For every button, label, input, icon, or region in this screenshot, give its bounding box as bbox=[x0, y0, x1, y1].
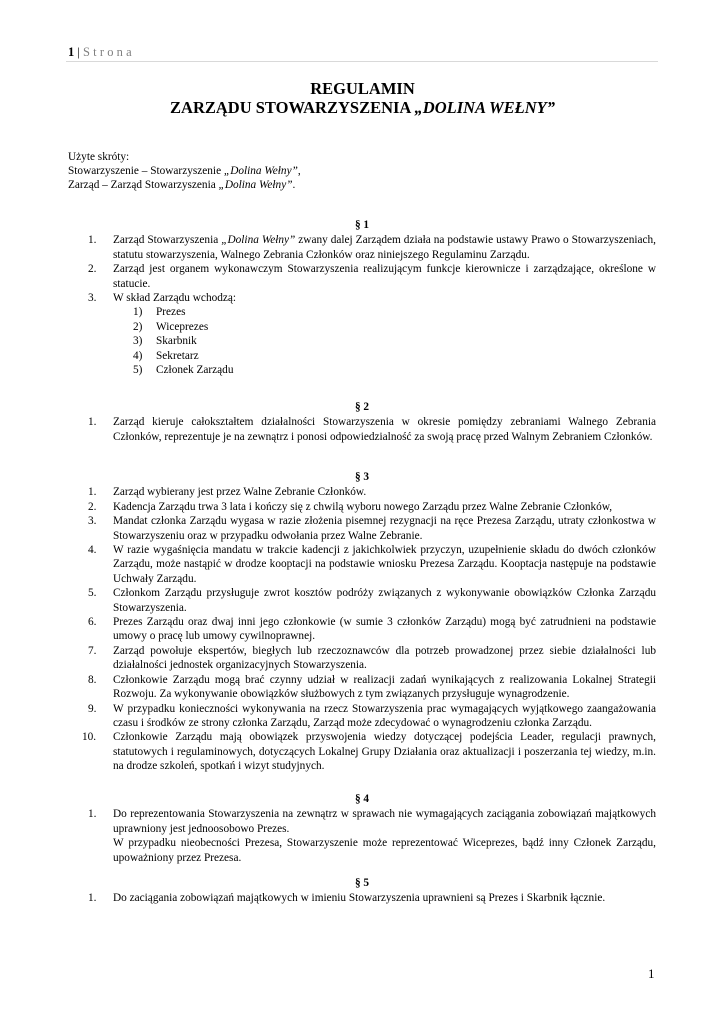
header-page-number: 1 bbox=[68, 45, 75, 59]
item-number: 1. bbox=[88, 892, 97, 905]
abbr-2-suffix: . bbox=[292, 179, 296, 191]
page-header bbox=[68, 44, 135, 60]
list-item bbox=[68, 514, 656, 543]
abbr-2-name: „Dolina Wełny” bbox=[218, 179, 293, 191]
sub-item bbox=[68, 334, 656, 348]
list-item bbox=[68, 262, 656, 291]
list-item bbox=[68, 807, 656, 836]
list-item bbox=[68, 233, 656, 262]
item-text: Zarząd wybierany jest przez Walne Zebranie Członków. bbox=[113, 486, 367, 499]
abbreviation-line-1 bbox=[68, 164, 301, 178]
section-4 bbox=[68, 792, 656, 865]
item-text: Zarząd kieruje całokształtem działalności Stowarzyszenia w okresie pomiędzy zebraniami Walnego Zebrania Członków, reprezentuje je na zewnątrz i ponosi odpowiedzialność za swoją pracę przed Walnym Zebraniem Członków. bbox=[113, 416, 656, 443]
item-text: W skład Zarządu wchodzą: bbox=[113, 292, 237, 305]
title-line-1: REGULAMIN bbox=[310, 79, 415, 98]
item-text: Zarząd jest organem wykonawczym Stowarzyszenia realizującym funkcje kierownicze i zarządzające, określone w statucie. bbox=[113, 263, 656, 290]
item-text-part: Zarząd Stowarzyszenia bbox=[113, 234, 222, 247]
header-divider bbox=[66, 61, 658, 62]
title-line-2-name: „DOLINA WEŁNY” bbox=[414, 98, 555, 117]
sub-item bbox=[68, 305, 656, 319]
section-2 bbox=[68, 400, 656, 444]
item-number: 10. bbox=[82, 731, 97, 744]
item-text: Mandat członka Zarządu wygasa w razie złożenia pisemnej rezygnacji na ręce Prezesa Zarządu, utraty członkostwa w Stowarzyszeniu oraz w przypadku odwołania przez Walne Zebranie. bbox=[113, 515, 656, 542]
abbr-1-prefix: Stowarzyszenie – Stowarzyszenie bbox=[68, 165, 224, 177]
item-text: W razie wygaśnięcia mandatu w trakcie kadencji z jakichkolwiek przyczyn, uzupełnienie składu do dwóch członków Zarządu, może nastąpić w drodze kooptacji na podstawie wniosku Prezesa Zarządu. Kooptacja następuje na podstawie Uchwały Zarządu. bbox=[113, 544, 656, 585]
item-number: 8. bbox=[88, 673, 97, 686]
item-number: 1. bbox=[88, 486, 97, 499]
sub-item-number: 5) bbox=[133, 364, 143, 377]
sub-item-text: Członek Zarządu bbox=[156, 364, 234, 377]
title-line-2-prefix: ZARZĄDU STOWARZYSZENIA bbox=[170, 98, 415, 117]
item-number: 1. bbox=[88, 808, 97, 821]
item-text-part: zwany dalej Zarządem działa na podstawie ustawy Prawo o Stowarzyszeniach, statutu stowarzyszenia, Walnego Zebrania Członków oraz niniejszego Regulaminu Zarządu. bbox=[113, 234, 656, 261]
list-item bbox=[68, 415, 656, 444]
item-number: 1. bbox=[88, 234, 97, 247]
section-5 bbox=[68, 876, 656, 906]
item-text: Do zaciągania zobowiązań majątkowych w imieniu Stowarzyszenia uprawnieni są Prezes i Skarbnik łącznie. bbox=[113, 892, 606, 905]
item-number: 2. bbox=[88, 500, 97, 513]
list-item bbox=[68, 730, 656, 773]
section-title: § 5 bbox=[354, 877, 370, 889]
page-number: 1 bbox=[648, 966, 655, 981]
title-line-2 bbox=[0, 98, 725, 117]
abbreviations-label: Użyte skróty: bbox=[68, 151, 130, 163]
sub-item bbox=[68, 363, 656, 377]
list-item bbox=[68, 673, 656, 702]
header-strona-label: Strona bbox=[83, 45, 135, 59]
document-title bbox=[0, 79, 725, 117]
item-number: 5. bbox=[88, 587, 97, 600]
sub-item-number: 2) bbox=[133, 320, 143, 333]
item-number: 7. bbox=[88, 644, 97, 657]
section-title: § 3 bbox=[354, 471, 370, 483]
list-item bbox=[68, 543, 656, 586]
abbreviation-line-2 bbox=[68, 178, 301, 192]
sub-item-text: Wiceprezes bbox=[156, 320, 209, 333]
item-text: W przypadku konieczności wykonywania na rzecz Stowarzyszenia prac wymagających wyjątkowego zaangażowania czasu i środków ze strony członka Zarządu, Zarząd może zdecydować o wynagrodzeniu członka Zarządu. bbox=[113, 702, 656, 729]
list-item bbox=[68, 291, 656, 305]
section-1 bbox=[68, 218, 656, 377]
sub-item-text: Skarbnik bbox=[156, 335, 197, 348]
item-text: Członkom Zarządu przysługuje zwrot kosztów podróży związanych z wykonywanie obowiązków Członka Zarządu Stowarzyszenia. bbox=[113, 587, 656, 614]
item-number: 9. bbox=[88, 702, 97, 715]
list-item bbox=[68, 702, 656, 731]
item-text: Kadencja Zarządu trwa 3 lata i kończy się z chwilą wyboru nowego Zarządu przez Walne Zebranie Członków, bbox=[113, 500, 613, 513]
section-title: § 4 bbox=[354, 793, 370, 805]
item-text bbox=[113, 233, 656, 262]
abbr-2-prefix: Zarząd – Zarząd Stowarzyszenia bbox=[68, 179, 219, 191]
sub-item-number: 1) bbox=[133, 306, 143, 319]
list-item bbox=[68, 485, 656, 499]
item-number: 6. bbox=[88, 616, 97, 629]
section-3 bbox=[68, 470, 656, 774]
section-title: § 1 bbox=[354, 219, 370, 231]
sub-item bbox=[68, 349, 656, 363]
item-number: 2. bbox=[88, 263, 97, 276]
list-item bbox=[68, 586, 656, 615]
item-text: Członkowie Zarządu mogą brać czynny udział w realizacji zadań wynikających z realizowania Lokalnej Strategii Rozwoju. Za wykonywanie obowiązków służbowych z tym związanych przysługuje wynagrodzenie. bbox=[113, 673, 656, 701]
sub-item-number: 3) bbox=[133, 335, 143, 348]
list-item bbox=[68, 891, 656, 905]
sub-item bbox=[68, 320, 656, 334]
item-text: Prezes Zarządu oraz dwaj inni jego członkowie (w sumie 3 członków Zarządu) mogą być zatrudnieni na podstawie umowy o pracę lub umowy cywilnoprawnej. bbox=[113, 616, 656, 643]
item-text: Członkowie Zarządu mają obowiązek przyswojenia wiedzy dotyczącej podejścia Leader, regulacji prawnych, statutowych i regulaminowych, dotyczących Lokalnej Grupy Działania oraz aktualizacji i poszerzania tej wiedzy, m.in. na drodze szkoleń, spotkań i wizyt studyjnych. bbox=[113, 731, 656, 773]
abbr-1-name: „Dolina Wełny” bbox=[223, 165, 298, 177]
item-continuation: W przypadku nieobecności Prezesa, Stowarzyszenie może reprezentować Wiceprezes, bądź inny Członek Zarządu, upoważniony przez Prezesa. bbox=[113, 837, 656, 864]
item-number: 3. bbox=[88, 292, 97, 305]
header-separator: | bbox=[74, 45, 84, 59]
abbr-1-suffix: , bbox=[297, 165, 301, 177]
item-number: 1. bbox=[88, 416, 97, 429]
sub-item-text: Prezes bbox=[156, 306, 186, 319]
sub-item-number: 4) bbox=[133, 349, 143, 362]
list-item bbox=[68, 615, 656, 644]
item-number: 4. bbox=[88, 544, 97, 557]
sub-item-text: Sekretarz bbox=[156, 349, 199, 362]
abbreviations-block bbox=[68, 150, 301, 192]
section-title: § 2 bbox=[354, 401, 370, 413]
item-number: 3. bbox=[88, 515, 97, 528]
item-text-name: „Dolina Wełny” bbox=[221, 234, 296, 247]
item-text: Zarząd powołuje ekspertów, biegłych lub rzeczoznawców dla potrzeb prowadzonej przez siebie działalności lub działalności jednostek organizacyjnych Stowarzyszenia. bbox=[113, 644, 656, 672]
item-text: Do reprezentowania Stowarzyszenia na zewnątrz w sprawach nie wymagających zaciągania zobowiązań majątkowych uprawniony jest jednoosobowo Prezes. bbox=[113, 808, 656, 835]
list-item bbox=[68, 644, 656, 673]
list-item bbox=[68, 500, 656, 514]
